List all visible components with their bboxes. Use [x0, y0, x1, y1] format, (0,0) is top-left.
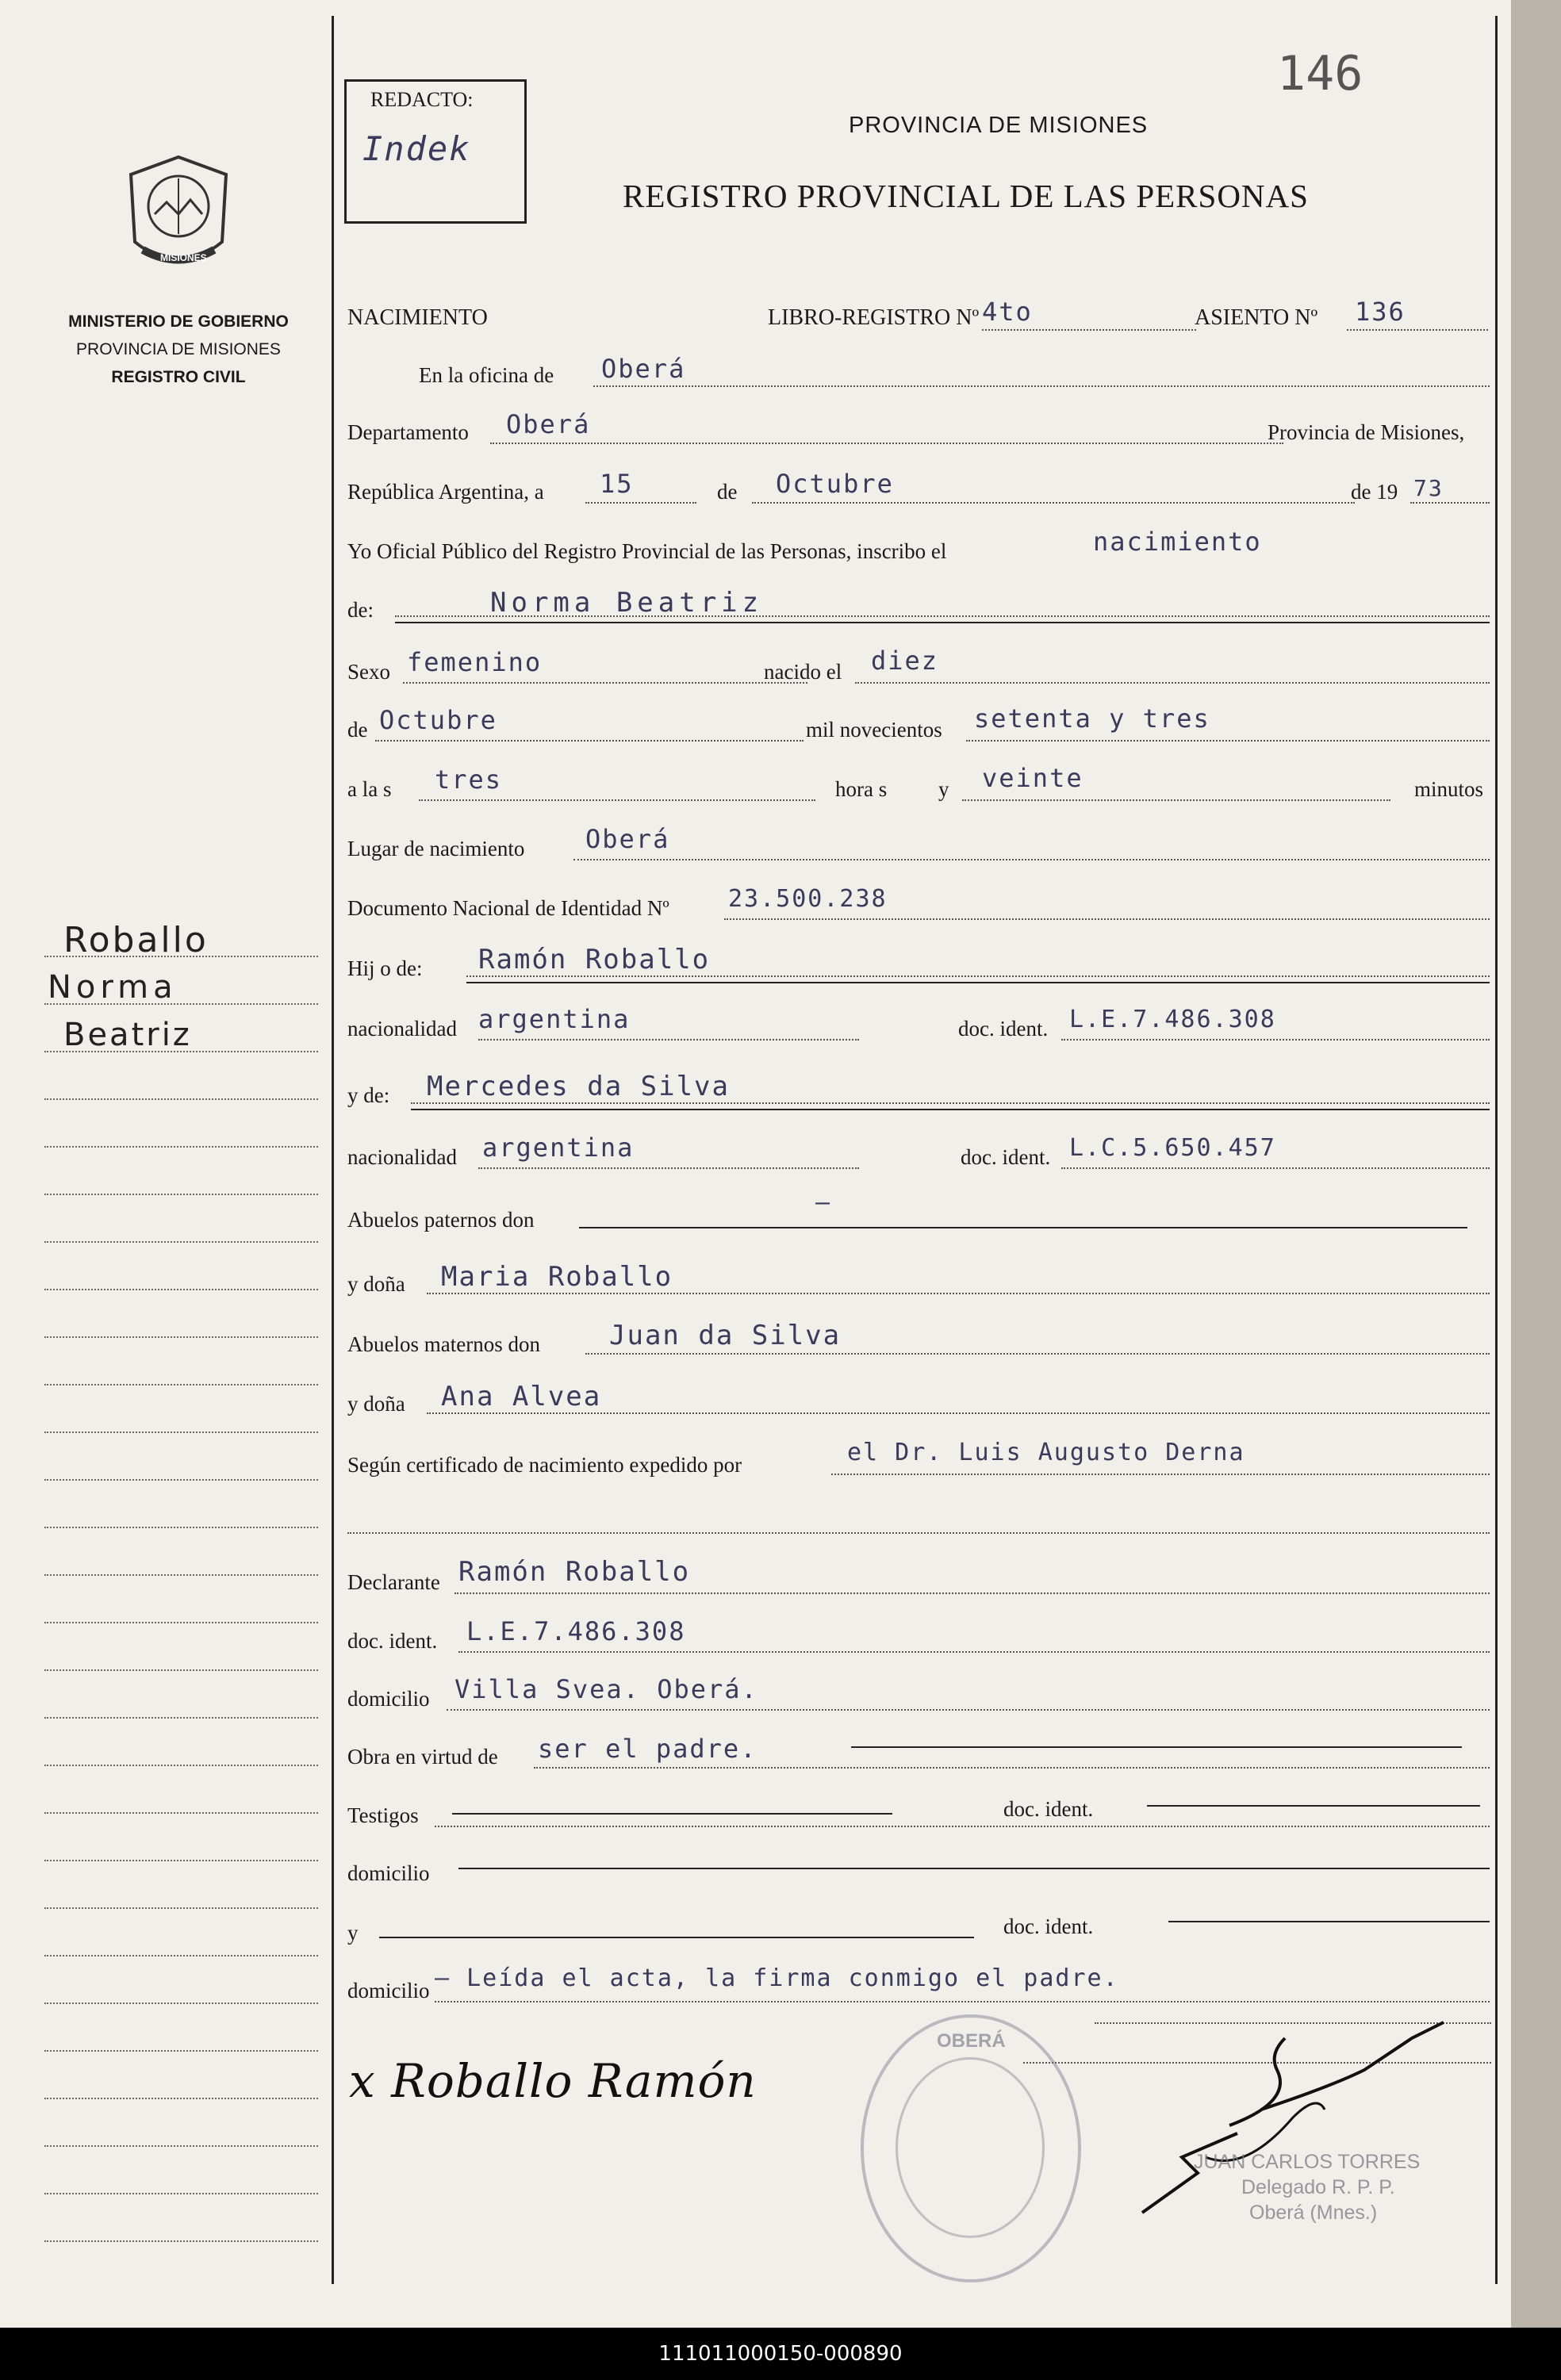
round-seal-text: OBERÁ — [937, 2030, 1006, 2052]
abuelos-mat-label: Abuelos maternos don — [347, 1332, 540, 1356]
yde-label: y de: — [347, 1083, 390, 1107]
margin-name-2: Beatriz — [63, 1017, 192, 1053]
asiento-value: 136 — [1355, 297, 1406, 327]
obra-label: Obra en virtud de — [347, 1745, 498, 1769]
dona2-label: y doña — [347, 1392, 405, 1416]
inscribo-label: Yo Oficial Público del Registro Provincial de las Personas, inscribo el — [347, 539, 947, 563]
mother-name: Mercedes da Silva — [427, 1071, 730, 1102]
asiento-label: ASIENTO Nº — [1195, 305, 1318, 330]
y-doc-label: doc. ident. — [1003, 1914, 1094, 1938]
seal-text: MISIONES — [160, 252, 207, 263]
libro-value: 4to — [982, 297, 1033, 327]
row-certificado — [347, 1439, 1490, 1483]
provincia-suffix: Provincia de Misiones, — [1268, 420, 1465, 444]
row-nacionalidad-padre — [347, 1004, 1490, 1047]
stamp-line-1: JUAN CARLOS TORRES — [1194, 2151, 1421, 2173]
official-round-seal — [861, 2014, 1081, 2282]
abuelos-mat-value: Juan da Silva — [609, 1320, 842, 1351]
row-documento — [347, 885, 1490, 928]
row-mother — [347, 1072, 1490, 1112]
row-declarante — [347, 1556, 1490, 1600]
nac2-label: nacionalidad — [347, 1145, 457, 1169]
province-line: PROVINCIA DE MISIONES — [76, 340, 281, 358]
margin-line — [44, 2050, 318, 2052]
documento-value: 23.500.238 — [728, 885, 888, 913]
row-oficina — [347, 354, 1490, 397]
documento-label: Documento Nacional de Identidad Nº — [347, 896, 669, 920]
row-abuela-paterna — [347, 1263, 1490, 1302]
sexo-value: femenino — [407, 647, 543, 677]
doc2-value: L.C.5.650.457 — [1069, 1134, 1276, 1162]
nac1-label: nacionalidad — [347, 1017, 457, 1041]
fecha-month: Octubre — [776, 469, 894, 499]
margin-name-1: Norma — [48, 969, 178, 1006]
certificado-value: el Dr. Luis Augusto Derna — [847, 1439, 1245, 1466]
abuelos-pat-value: – — [815, 1189, 832, 1217]
margin-line — [44, 1812, 318, 1814]
row-segundo-testigo — [347, 1911, 1490, 1951]
margin-line — [44, 1384, 318, 1385]
margin-line — [44, 1431, 318, 1433]
margin-line — [44, 1765, 318, 1766]
fecha-label: República Argentina, a — [347, 480, 544, 504]
page-edge — [1511, 0, 1561, 2328]
row-nacionalidad-madre — [347, 1133, 1490, 1175]
doc1-value: L.E.7.486.308 — [1069, 1006, 1276, 1033]
dona1-label: y doña — [347, 1272, 405, 1296]
margin-line — [44, 1860, 318, 1861]
row-domicilio-final — [347, 1964, 1490, 2009]
margin-line — [44, 1336, 318, 1338]
archive-id-bar — [0, 2328, 1561, 2380]
minutos-value: veinte — [982, 763, 1083, 793]
oficina-label: En la oficina de — [419, 363, 554, 387]
doc-decl-label: doc. ident. — [347, 1629, 438, 1653]
archive-id: 111011000150-000890 — [658, 2342, 903, 2366]
stamp-line-3: Oberá (Mnes.) — [1249, 2202, 1378, 2224]
margin-line — [44, 2145, 318, 2147]
row-domicilio-declarante — [347, 1674, 1490, 1717]
row-sexo — [347, 646, 1490, 692]
margin-line — [44, 2240, 318, 2242]
margin-line — [44, 1289, 318, 1290]
row-testigos — [347, 1794, 1490, 1834]
row-abuelos-paternos — [347, 1189, 1490, 1240]
redacto-signature: Indek — [362, 129, 471, 168]
row-abuela-materna — [347, 1382, 1490, 1422]
margin-line — [44, 1907, 318, 1909]
domicilio1-value: Villa Svea. Oberá. — [454, 1674, 758, 1704]
nacimiento-label: NACIMIENTO — [347, 305, 488, 330]
margin-line — [44, 1003, 318, 1005]
dona1-value: Maria Roballo — [441, 1261, 673, 1293]
mes-value: Octubre — [379, 705, 497, 735]
doc2-label: doc. ident. — [961, 1145, 1051, 1169]
row-abuelos-maternos — [347, 1320, 1490, 1362]
ministry-line: MINISTERIO DE GOBIERNO — [68, 312, 289, 331]
doc1-label: doc. ident. — [958, 1017, 1049, 1041]
margin-line — [44, 956, 318, 957]
stamp-number: 146 — [1277, 46, 1363, 102]
margin-line — [44, 1051, 318, 1052]
margin-line — [44, 1241, 318, 1243]
departamento-label: Departamento — [347, 420, 469, 444]
sexo-label: Sexo — [347, 660, 390, 684]
row-hora — [347, 763, 1490, 809]
redacto-box — [344, 79, 527, 224]
margin-line — [44, 2002, 318, 2004]
margin-line — [44, 2193, 318, 2194]
row-mes — [347, 703, 1490, 749]
nacido-value: diez — [871, 646, 939, 676]
left-frame-line — [332, 16, 334, 2284]
hora-label: a la s — [347, 777, 392, 801]
fecha-year: 73 — [1413, 475, 1444, 501]
father-name: Ramón Roballo — [478, 944, 711, 975]
de-label: de: — [347, 598, 374, 622]
margin-line — [44, 1479, 318, 1481]
margin-line — [44, 1669, 318, 1671]
mil-label: mil novecientos — [806, 718, 942, 742]
declarante-value: Ramón Roballo — [458, 1556, 691, 1588]
testigos-label: Testigos — [347, 1803, 419, 1827]
margin-line — [44, 1622, 318, 1623]
stamp-line-2: Delegado R. P. P. — [1241, 2176, 1395, 2198]
margin-surname: Roballo — [63, 920, 209, 960]
nac2-value: argentina — [482, 1133, 635, 1163]
fecha-day: 15 — [600, 469, 634, 499]
row-obra — [347, 1735, 1490, 1775]
margin-line — [44, 1717, 318, 1719]
registry-line: REGISTRO CIVIL — [111, 368, 246, 386]
inscribo-value: nacimiento — [1093, 527, 1262, 557]
child-name: Norma Beatriz — [490, 587, 764, 619]
oficina-value: Oberá — [601, 354, 686, 384]
margin-line — [44, 1146, 318, 1148]
domicilio2-label: domicilio — [347, 1861, 430, 1885]
mil-value: setenta y tres — [974, 703, 1210, 734]
mes-label: de — [347, 718, 368, 742]
margin-line — [44, 1527, 318, 1528]
coat-of-arms-seal — [119, 151, 238, 286]
official-stamp — [1194, 2149, 1420, 2225]
redacto-label: REDACTO: — [370, 88, 474, 111]
father-signature: x Roballo Ramón — [349, 2054, 757, 2108]
document-title: REGISTRO PROVINCIAL DE LAS PERSONAS — [623, 178, 1309, 214]
hijo-label: Hij o de: — [347, 956, 423, 980]
row-departamento — [347, 409, 1490, 454]
nacido-label: nacido el — [764, 660, 842, 684]
minutos-label: minutos — [1414, 777, 1484, 801]
domicilio3-label: domicilio — [347, 1979, 430, 2002]
fecha-de: de — [717, 480, 738, 504]
right-frame-line — [1495, 16, 1498, 2284]
fecha-year-label: de 19 — [1351, 480, 1398, 504]
row-hijo — [347, 945, 1490, 985]
y-label: y — [938, 777, 949, 801]
nac1-value: argentina — [478, 1004, 631, 1034]
row-nacimiento — [347, 297, 1490, 341]
domicilio1-label: domicilio — [347, 1687, 430, 1711]
ministry-header — [32, 308, 325, 391]
dona2-value: Ana Alvea — [441, 1381, 602, 1412]
lugar-value: Oberá — [585, 824, 670, 854]
libro-label: LIBRO-REGISTRO Nº — [768, 305, 980, 330]
margin-line — [44, 1194, 318, 1195]
certificado-label: Según certificado de nacimiento expedido por — [347, 1453, 742, 1477]
hora-value: tres — [435, 765, 503, 795]
abuelos-pat-label: Abuelos paternos don — [347, 1208, 535, 1232]
margin-line — [44, 1574, 318, 1576]
obra-value: ser el padre. — [538, 1734, 757, 1764]
declarante-label: Declarante — [347, 1570, 440, 1594]
doc-decl-value: L.E.7.486.308 — [466, 1616, 686, 1646]
row-child-name — [347, 587, 1490, 627]
y-row-label: y — [347, 1921, 359, 1945]
horas-label: hora s — [835, 777, 888, 801]
margin-line — [44, 1955, 318, 1957]
lugar-label: Lugar de nacimiento — [347, 837, 525, 860]
row-inscribo — [347, 527, 1490, 573]
domicilio3-value: – Leída el acta, la firma conmigo el padre. — [435, 1964, 1119, 1992]
testigos-doc-label: doc. ident. — [1003, 1797, 1094, 1821]
margin-line — [44, 2098, 318, 2099]
row-fecha — [347, 469, 1490, 513]
row-lugar — [347, 824, 1490, 868]
margin-line — [44, 1098, 318, 1100]
row-doc-declarante — [347, 1616, 1490, 1659]
departamento-value: Oberá — [506, 409, 591, 439]
row-domicilio-testigo — [347, 1852, 1490, 1891]
province-heading: PROVINCIA DE MISIONES — [849, 113, 1149, 138]
